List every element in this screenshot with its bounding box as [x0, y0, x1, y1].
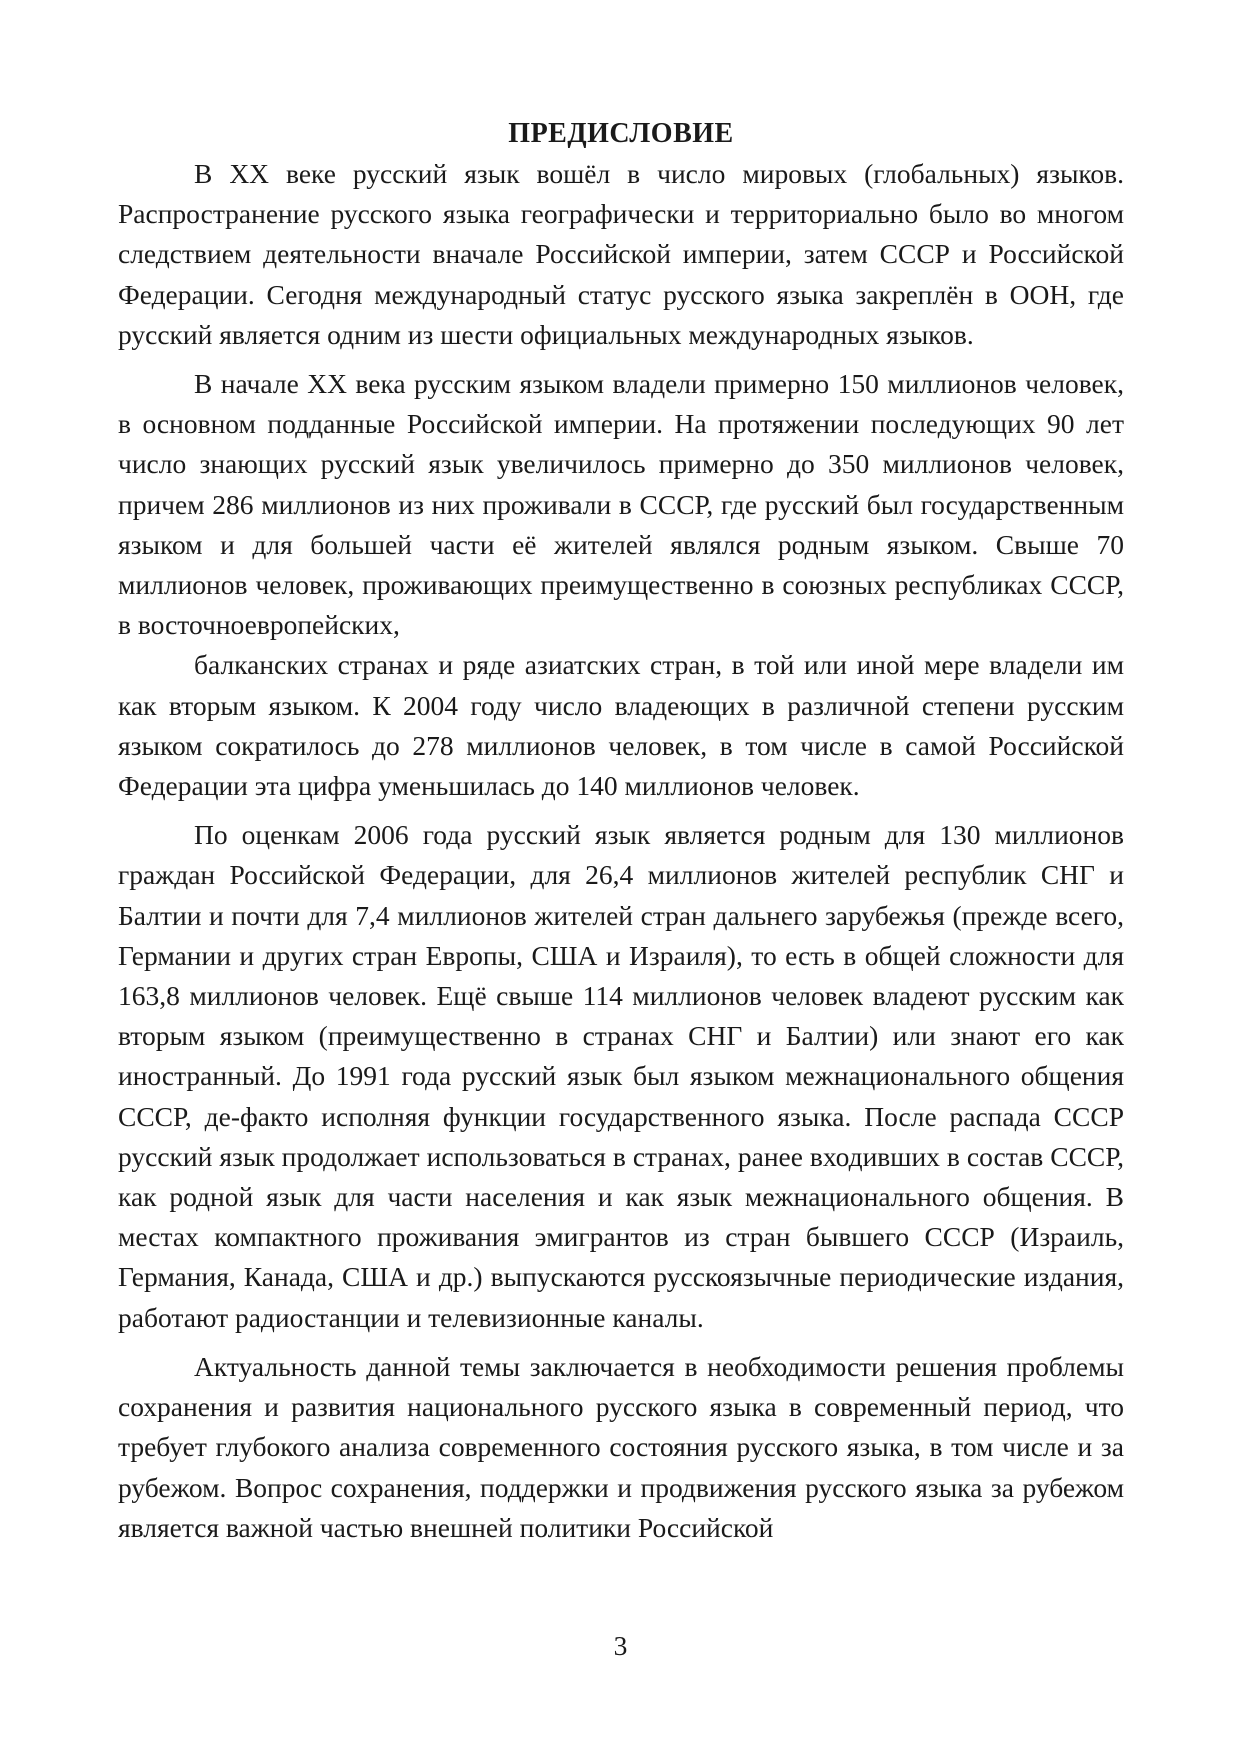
paragraph-2: В начале XX века русским языком владели примерно 150 миллионов человек, в основном подданные Российской империи. На протяжении последующих 90 лет число знающих русский язык увеличилось примерно до 350 миллионов человек, причем 286 миллионов из них проживали в СССР, где русский был государственным языком и для большей части её жителей являлся родным языком. Свыше 70 миллионов человек, проживающих преимущественно в союзных республиках СССР, в восточноевропейских,: [118, 368, 1124, 641]
page-number: 3: [613, 1630, 628, 1661]
paragraph-3: балканских странах и ряде азиатских стран, в той или иной мере владели им как вторым языком. К 2004 году число владеющих в различной степени русским языком сократилось до 278 миллионов человек, в том числе в самой Российской Федерации эта цифра уменьшилась до 140 миллионов человек.: [118, 649, 1124, 802]
paragraph-1: В XX веке русский язык вошёл в число мировых (глобальных) языков. Распространение русского языка географически и территориально было во многом следствием деятельности вначале Российской империи, затем СССР и Российской Федерации. Сегодня международный статус русского языка закреплён в ООН, где русский является одним из шести официальных международных языков.: [118, 158, 1124, 350]
page-body: [118, 114, 1124, 1548]
paragraph-5: Актуальность данной темы заключается в необходимости решения проблемы сохранения и развития национального русского языка в современный период, что требует глубокого анализа современного состояния русского языка, в том числе и за рубежом. Вопрос сохранения, поддержки и продвижения русского языка за рубежом является важной частью внешней политики Российской: [118, 1350, 1124, 1543]
paragraph-4: По оценкам 2006 года русский язык является родным для 130 миллионов граждан Российской Федерации, для 26,4 миллионов жителей республик СНГ и Балтии и почти для 7,4 миллионов жителей стран дальнего зарубежья (прежде всего, Германии и других стран Европы, США и Израиля), то есть в общей сложности для 163,8 миллионов человек. Ещё свыше 114 миллионов человек владеют русским как вторым языком (преимущественно в странах СНГ и Балтии) или знают его как иностранный. До 1991 года русский язык был языком межнационального общения СССР, де-факто исполняя функции государственного языка. После распада СССР русский язык продолжает использоваться в странах, ранее входивших в состав СССР, как родной язык для части населения и как язык межнационального общения. В местах компактного проживания эмигрантов из стран бывшего СССР (Израиль, Германия, Канада, США и др.) выпускаются русскоязычные периодические издания, работают радиостанции и телевизионные каналы.: [118, 819, 1124, 1333]
page-title: ПРЕДИСЛОВИЕ: [508, 118, 734, 149]
